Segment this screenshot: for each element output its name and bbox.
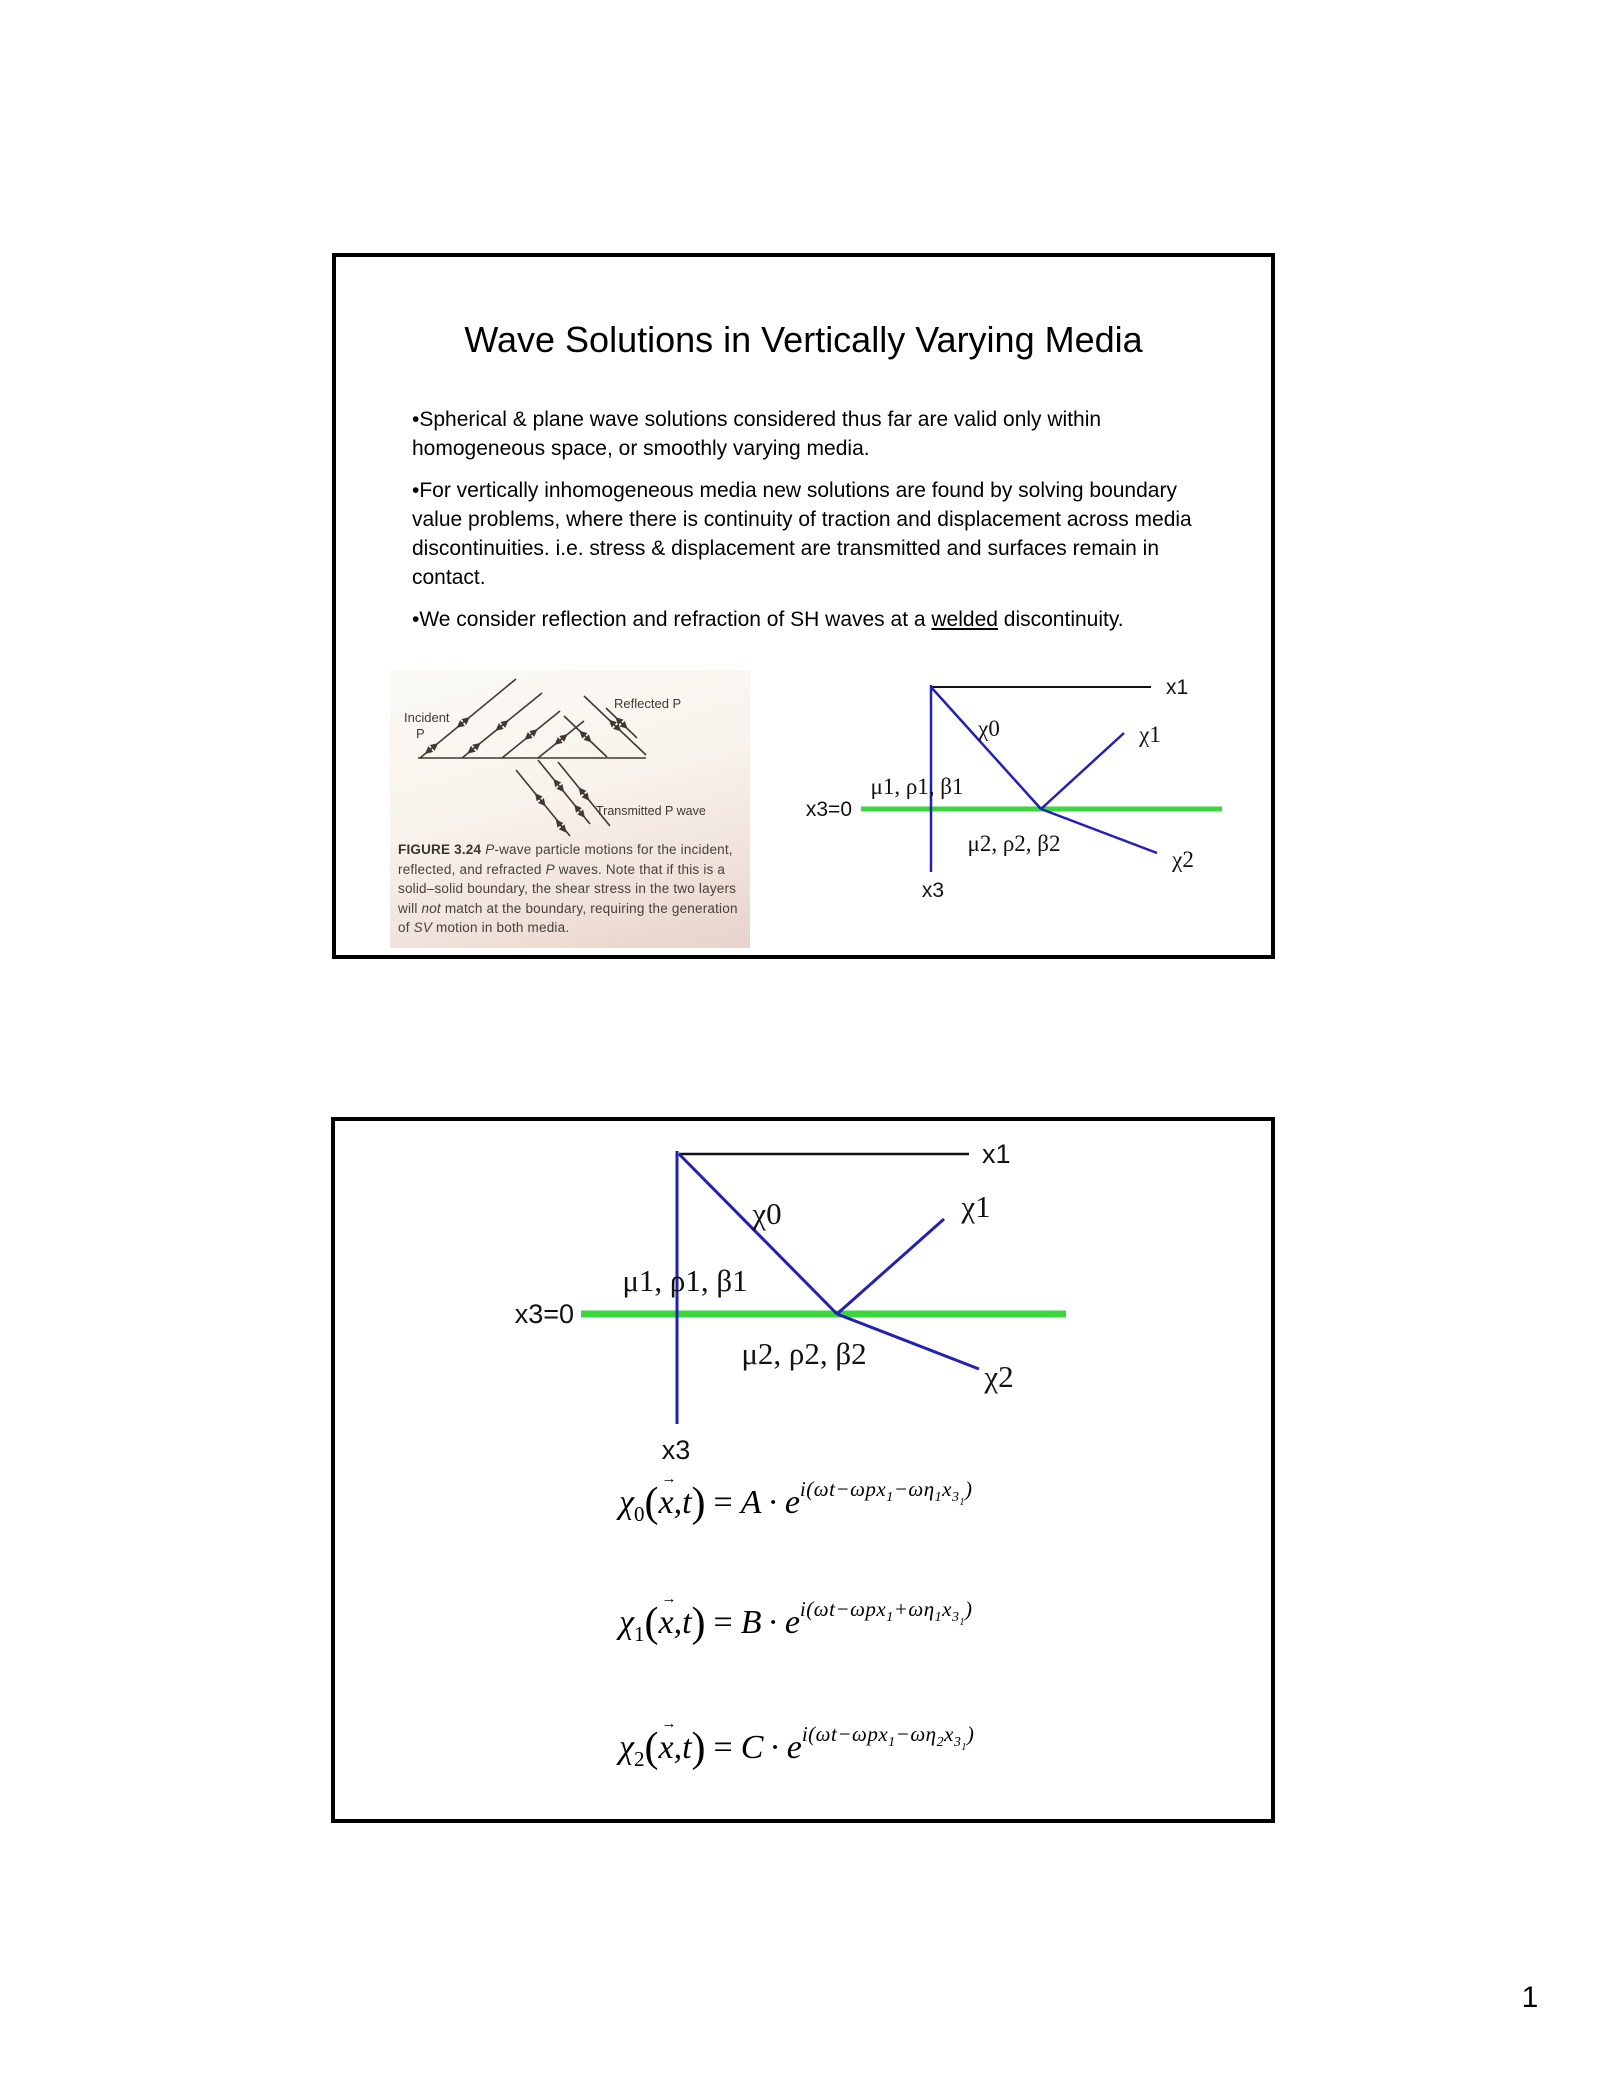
amplitude-coefficient: C	[740, 1729, 764, 1766]
comma-t: ,t	[673, 1729, 692, 1766]
eta-subscript: 2	[936, 1735, 945, 1751]
exp-rparen: )	[964, 1597, 973, 1621]
lparen: (	[644, 1480, 659, 1526]
caption-text: motion in both media.	[432, 920, 570, 935]
eta-subscript: 1	[934, 1610, 943, 1626]
exponential-base: e	[784, 1604, 800, 1641]
particle-motion-arrow	[557, 821, 566, 832]
vector-arrow: →	[661, 1591, 677, 1607]
slide-2	[331, 1117, 1275, 1823]
exp-lparen: (	[806, 1597, 814, 1621]
caption-italic-sv: SV	[413, 920, 433, 935]
lparen: (	[644, 1725, 659, 1771]
exp-rparen: )	[966, 1722, 975, 1746]
particle-motion-arrow	[554, 780, 563, 791]
medium2-properties-label: μ2, ρ2, β2	[967, 831, 1061, 856]
x1-subscript: 1	[888, 1735, 896, 1751]
caption-italic-p: P	[485, 842, 495, 857]
medium1-properties-label: μ1, ρ1, β1	[622, 1263, 748, 1298]
pwave-figure-svg	[390, 670, 750, 840]
equation-chi0	[619, 1471, 973, 1549]
chi-subscript: 0	[633, 1501, 645, 1526]
equation-chi1	[619, 1591, 973, 1669]
equals-sign: =	[713, 1604, 733, 1641]
particle-motion-arrow	[610, 721, 620, 731]
incident-p-label-2: P	[416, 726, 425, 741]
vector-x	[658, 1716, 677, 1767]
bullet-item-3	[412, 605, 1214, 634]
particle-motion-arrow	[526, 730, 537, 739]
figure-caption	[398, 840, 742, 938]
x3-variable: x	[942, 1477, 952, 1501]
page-number: 1	[1521, 1981, 1539, 2014]
particle-motion-arrow	[580, 732, 590, 742]
figure-caption-label: FIGURE 3.24	[398, 842, 482, 857]
rparen: )	[691, 1600, 706, 1646]
eta-term-sign: +	[893, 1597, 909, 1621]
incident-p-label: Incident	[404, 710, 450, 725]
chi1-label: χ1	[1139, 722, 1161, 747]
x3-axis-label: x3	[661, 1435, 691, 1465]
x3-variable: x	[944, 1722, 954, 1746]
chi-symbol: χ	[619, 1604, 634, 1641]
x1-subscript: 1	[886, 1610, 894, 1626]
particle-motion-arrow	[556, 735, 567, 744]
eta-term-sign: −	[893, 1477, 909, 1501]
reflected-p-label: Reflected P	[614, 696, 682, 711]
exp-lparen: (	[808, 1722, 816, 1746]
lparen: (	[644, 1600, 659, 1646]
chi-subscript: 1	[633, 1621, 645, 1646]
x1-axis-label: x1	[1166, 676, 1189, 699]
vector-x-letter: x	[658, 1484, 674, 1521]
particle-motion-arrow	[497, 721, 508, 730]
particle-motion-arrow	[458, 718, 469, 727]
x3-equals-0-label: x3=0	[805, 798, 852, 821]
exponent	[799, 1597, 973, 1629]
dot-operator: ·	[767, 1484, 779, 1521]
vector-arrow: →	[661, 1471, 677, 1487]
vector-x	[658, 1471, 677, 1522]
bullet-3-post: discontinuity.	[997, 608, 1124, 631]
reflected-chi1-ray	[837, 1219, 944, 1314]
omega-eta: ωη	[908, 1597, 935, 1621]
particle-motion-arrow	[575, 806, 584, 817]
exponent	[801, 1722, 975, 1754]
bullet-3-underlined-word: welded	[931, 608, 998, 631]
exponential-base: e	[786, 1729, 802, 1766]
amplitude-coefficient: A	[740, 1484, 762, 1521]
dot-operator: ·	[769, 1729, 781, 1766]
exp-lparen: (	[806, 1477, 814, 1501]
bullet-item-1: •Spherical & plane wave solutions considered thus far are valid only within homogeneous space, or smoothly varying media.	[412, 408, 1102, 460]
transmitted-p-label: Transmitted P wave	[596, 804, 706, 818]
vector-x-letter: x	[658, 1729, 674, 1766]
x3-subsubscript: 1	[959, 1617, 965, 1629]
amplitude-coefficient: B	[740, 1604, 762, 1641]
x3-subsubscript: 1	[961, 1742, 967, 1754]
imaginary-i: i	[799, 1597, 807, 1621]
medium1-properties-label: μ1, ρ1, β1	[870, 774, 964, 799]
caption-text: -wave particle motions for the incident, reflected, and refracted	[398, 842, 733, 877]
imaginary-i: i	[801, 1722, 809, 1746]
omega-eta: ωη	[908, 1477, 935, 1501]
exp-terms: ωt−ωpx	[813, 1597, 887, 1621]
x3-subscript: 3	[953, 1735, 962, 1751]
exp-terms: ωt−ωpx	[813, 1477, 887, 1501]
caption-italic-p: P	[545, 861, 555, 877]
x3-subsubscript: 1	[959, 1497, 965, 1509]
bullet-item-2: •For vertically inhomogeneous media new solutions are found by solving boundary value problems, where there is continuity of traction and displacement across media discontinuities. i.e. stress & displacement are transmitted and surfaces remain in contact.	[412, 479, 1192, 589]
equals-sign: =	[713, 1484, 733, 1521]
equals-sign: =	[713, 1729, 733, 1766]
eta-term-sign: −	[895, 1722, 911, 1746]
chi-symbol: χ	[619, 1729, 634, 1766]
imaginary-i: i	[799, 1477, 807, 1501]
slide-title: Wave Solutions in Vertically Varying Media	[464, 319, 1143, 360]
chi0-label: χ0	[978, 716, 1000, 741]
rparen: )	[691, 1725, 706, 1771]
sh-wave-diagram-large	[464, 1129, 1104, 1474]
exponential-base: e	[784, 1484, 800, 1521]
particle-motion-arrow	[616, 718, 626, 728]
chi2-label: χ2	[984, 1359, 1014, 1394]
sh-wave-diagram-small	[784, 664, 1254, 914]
chi-symbol: χ	[619, 1484, 634, 1521]
exponent	[799, 1477, 973, 1509]
x3-subscript: 3	[951, 1610, 960, 1626]
comma-t: ,t	[673, 1484, 692, 1521]
textbook-figure	[390, 670, 750, 948]
caption-italic-not: not	[421, 900, 441, 916]
x1-subscript: 1	[886, 1490, 894, 1506]
exp-terms: ωt−ωpx	[815, 1722, 889, 1746]
chi0-label: χ0	[752, 1196, 782, 1231]
dot-operator: ·	[767, 1604, 779, 1641]
rparen: )	[691, 1480, 706, 1526]
chi-subscript: 2	[633, 1746, 645, 1771]
vector-x	[658, 1591, 677, 1642]
particle-motion-arrow	[536, 794, 545, 805]
omega-eta: ωη	[910, 1722, 937, 1746]
eta-subscript: 1	[934, 1490, 943, 1506]
slide-1	[332, 253, 1275, 959]
medium2-properties-label: μ2, ρ2, β2	[741, 1336, 867, 1371]
x3-subscript: 3	[951, 1490, 960, 1506]
bullet-3-pre: •We consider reflection and refraction of SH waves at a	[412, 608, 932, 631]
caption-text: waves. Note that if this is a solid–solid boundary, the shear stress in the two layers will	[398, 861, 737, 916]
reflected-chi1-ray	[1041, 733, 1124, 809]
particle-motion-arrow	[469, 744, 480, 753]
vector-arrow: →	[661, 1716, 677, 1732]
chi2-label: χ2	[1172, 847, 1194, 872]
equation-chi2	[619, 1716, 975, 1794]
x3-equals-0-label: x3=0	[514, 1299, 574, 1329]
x3-axis-label: x3	[921, 879, 945, 902]
x3-variable: x	[942, 1597, 952, 1621]
bullet-list	[412, 405, 1214, 647]
comma-t: ,t	[673, 1604, 692, 1641]
caption-text: match at the boundary, requiring the generation of	[398, 900, 738, 935]
particle-motion-arrow	[426, 744, 437, 753]
chi1-label: χ1	[961, 1189, 991, 1224]
particle-motion-arrow	[580, 789, 589, 800]
x1-axis-label: x1	[982, 1139, 1011, 1169]
exp-rparen: )	[964, 1477, 973, 1501]
vector-x-letter: x	[658, 1604, 674, 1641]
